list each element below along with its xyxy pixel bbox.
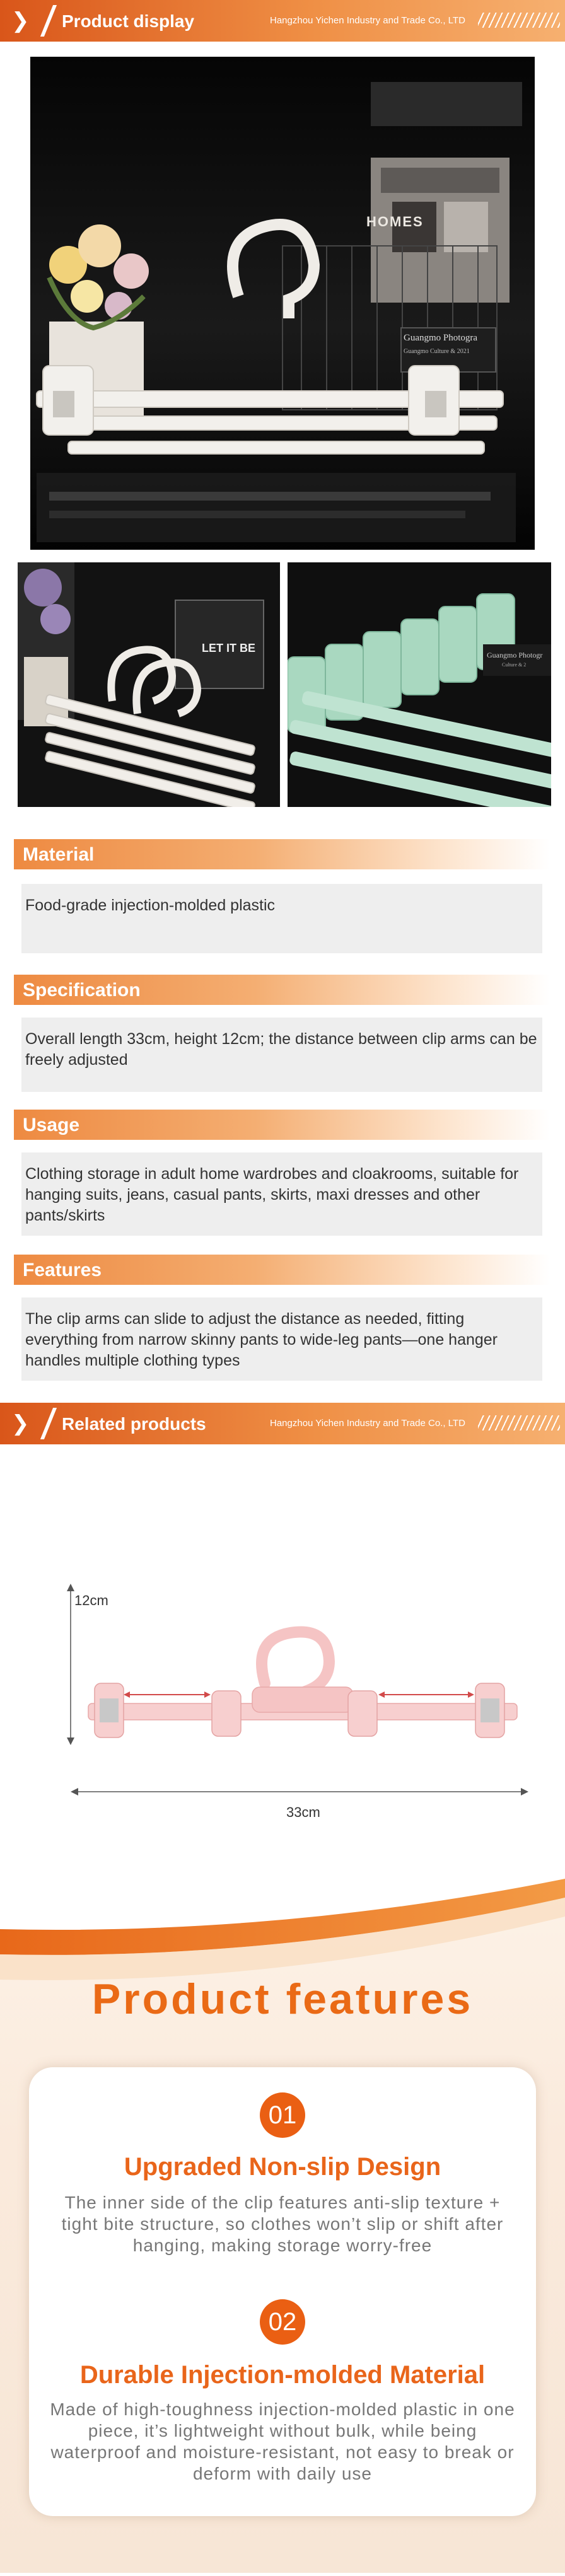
section-text: Clothing storage in adult home wardrobes and cloakrooms, suitable for hanging suits, jeans, casual pants, skirts, maxi dresses and other pants/skirts <box>25 1165 519 1224</box>
section-box-specification <box>21 1018 542 1092</box>
left-product-photo <box>18 562 280 807</box>
section-heading-label: Usage <box>23 1115 80 1135</box>
left-photo-illustration <box>18 562 280 807</box>
main-product-photo <box>30 57 535 550</box>
section-heading-label: Features <box>23 1260 102 1280</box>
photo-frame-subtext-2: Culture & 2 <box>502 662 527 668</box>
feature-text: Made of high-toughness injection-molded plastic in one piece, it’s lightweight without bulk, while being waterproof and moisture-resistant, not easy to break or deform with daily use <box>50 2399 515 2483</box>
section-heading-specification <box>14 975 550 1005</box>
feature-number-badge: 01 <box>260 2092 305 2138</box>
feature-title: Durable Injection-molded Material <box>79 2361 486 2389</box>
product-features-title: Product features <box>91 1975 474 2023</box>
related-products-banner <box>0 1403 565 1444</box>
banner-stripes <box>478 13 560 28</box>
section-text: Overall length 33cm, height 12cm; the distance between clip arms can be freely adjusted <box>25 1030 537 1069</box>
feature-number-badge: 02 <box>260 2299 305 2345</box>
feature-text: The inner side of the clip features anti-slip texture + tight bite structure, so clothes won’t slip or shift after hanging, making storage worry-free <box>61 2193 504 2255</box>
section-heading-usage <box>14 1110 550 1140</box>
section-heading-label: Material <box>23 844 95 865</box>
photo-sign-text: HOMES <box>366 214 424 229</box>
right-product-photo <box>288 562 551 807</box>
section-box-usage <box>21 1152 542 1236</box>
photo-frame-text: Guangmo Photogra <box>404 333 478 343</box>
features-card <box>29 2067 536 2516</box>
photo-frame-subtext: Guangmo Culture & 2021 <box>404 348 470 355</box>
main-photo-illustration <box>30 57 535 550</box>
feature-title: Upgraded Non-slip Design <box>124 2153 441 2181</box>
banner-company: Hangzhou Yichen Industry and Trade Co., LTD <box>270 1418 465 1429</box>
banner-divider <box>40 1408 57 1439</box>
right-photo-illustration <box>288 562 551 807</box>
photo-box-text: LET IT BE <box>202 642 255 654</box>
section-heading-features <box>14 1255 550 1285</box>
section-heading-label: Specification <box>23 980 141 1001</box>
section-box-material <box>21 884 542 953</box>
chevron-right-icon: ❯ <box>11 8 30 33</box>
section-box-features <box>21 1297 542 1381</box>
dimension-diagram <box>0 1564 565 1841</box>
product-display-banner <box>0 0 565 42</box>
length-label: 33cm <box>286 1804 320 1820</box>
banner-title: Product display <box>62 11 195 31</box>
banner-company: Hangzhou Yichen Industry and Trade Co., LTD <box>270 15 465 26</box>
banner-stripes <box>478 1415 560 1430</box>
section-text: The clip arms can slide to adjust the distance as needed, fitting everything from narrow skinny pants to wide-leg pants—one hanger handles multiple clothing types <box>25 1310 498 1369</box>
height-label: 12cm <box>74 1593 108 1608</box>
banner-divider <box>40 5 57 37</box>
banner-title: Related products <box>62 1414 206 1434</box>
section-heading-material <box>14 839 550 869</box>
section-text: Food-grade injection-molded plastic <box>25 896 276 914</box>
chevron-right-icon: ❯ <box>11 1411 30 1436</box>
photo-frame-text-2: Guangmo Photogr <box>487 651 543 659</box>
